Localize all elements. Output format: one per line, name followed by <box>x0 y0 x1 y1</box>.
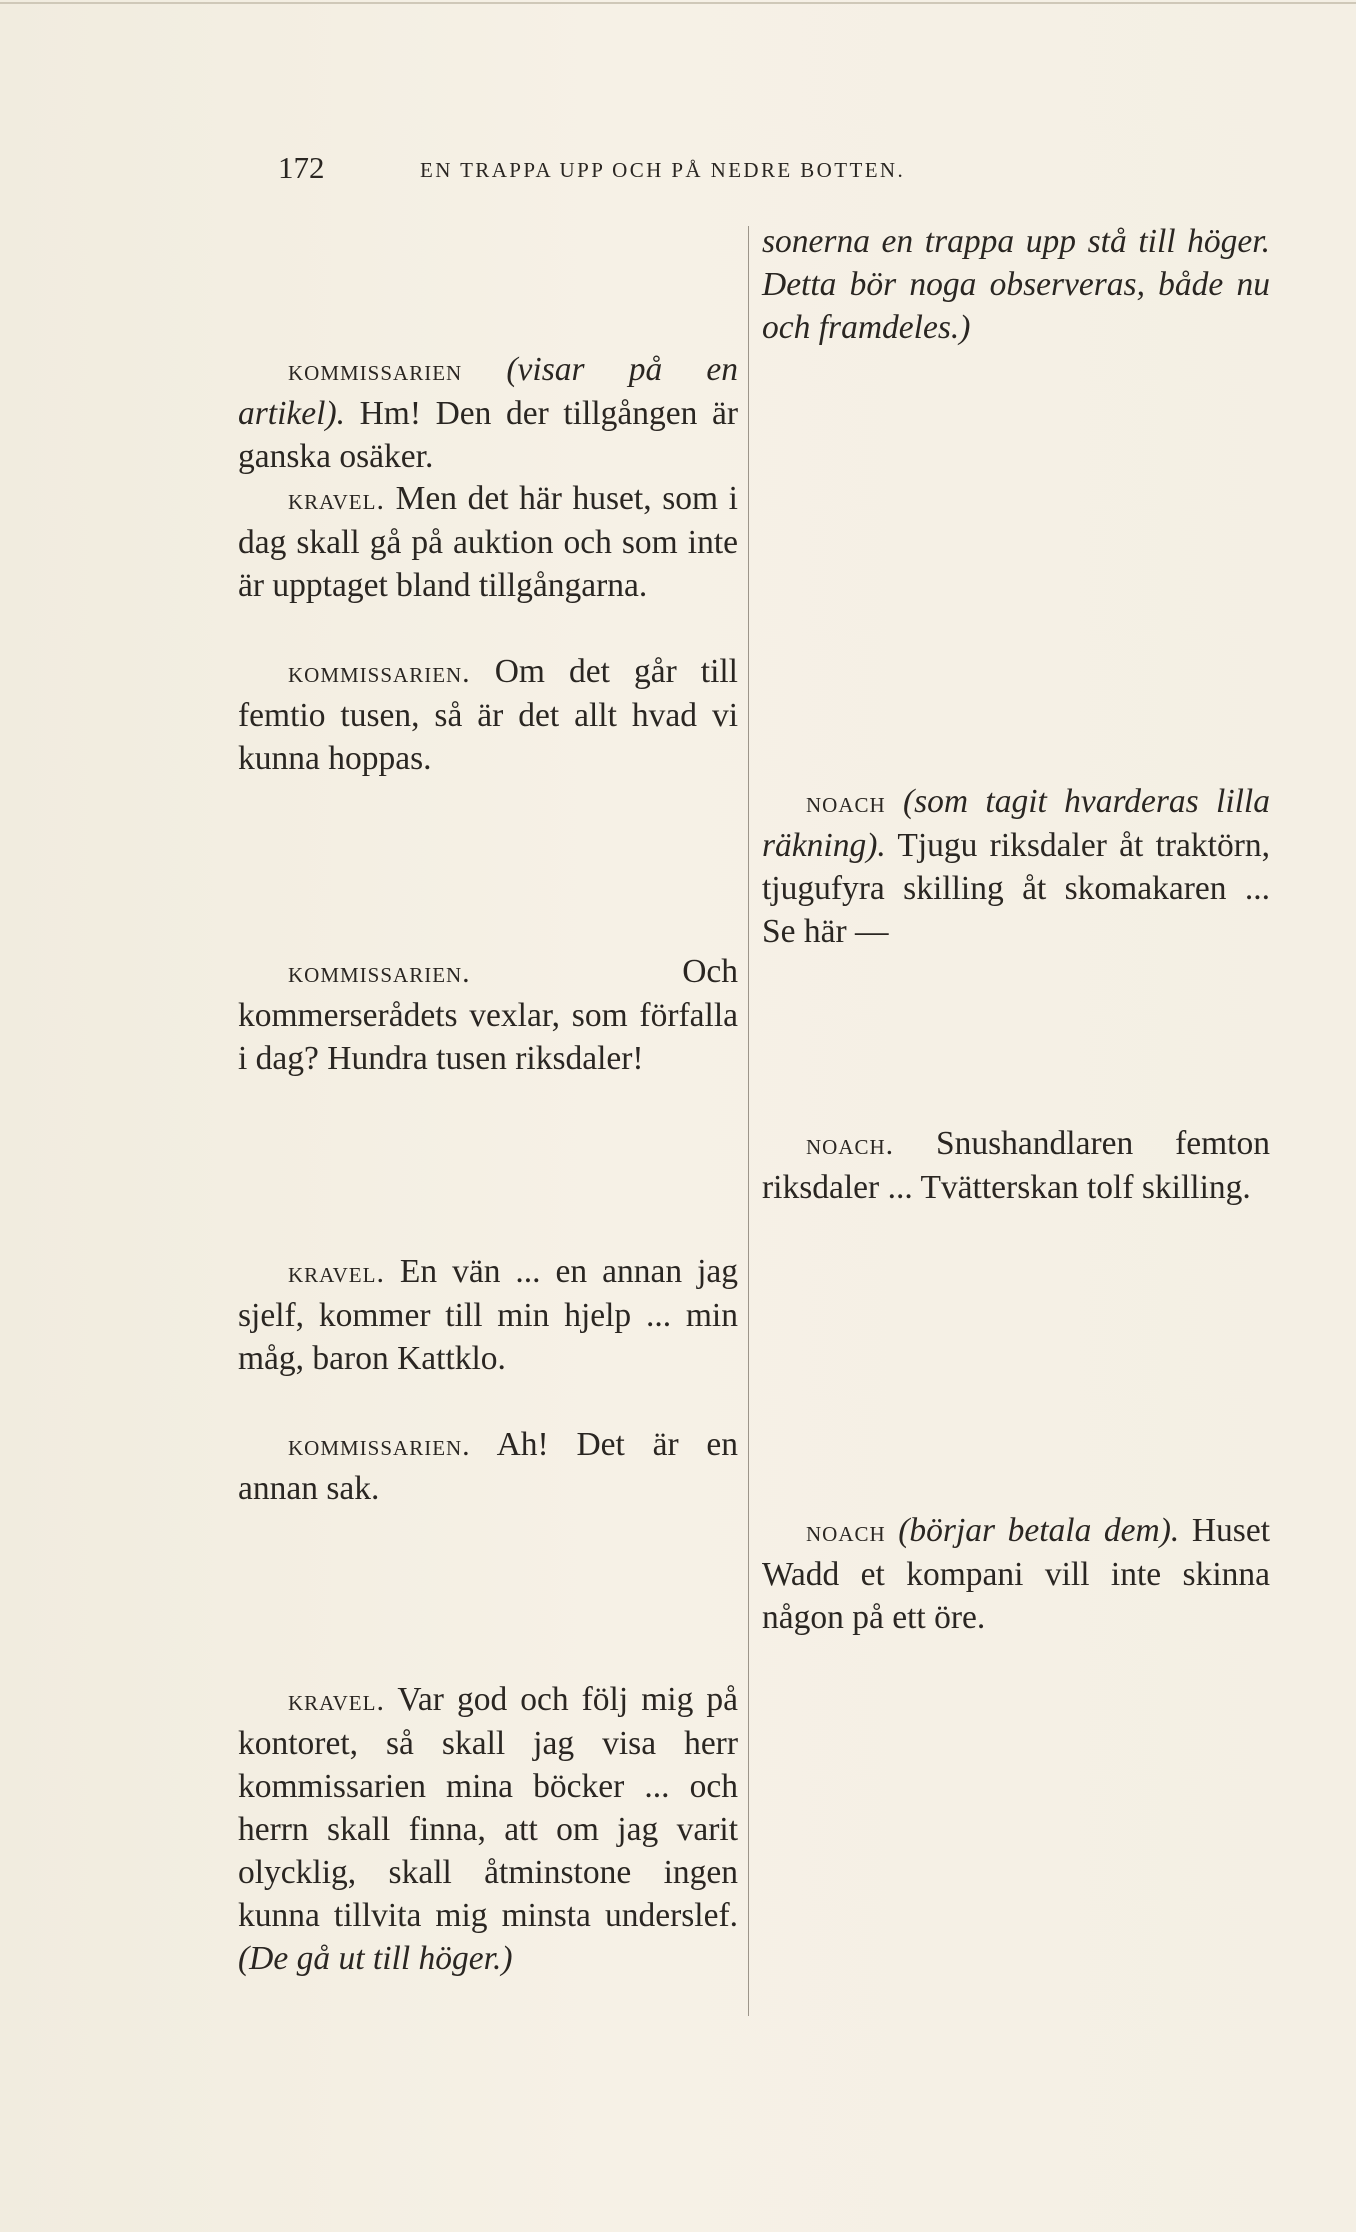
speaker-name: noach <box>806 786 886 819</box>
stage-direction: (börjar betala dem). <box>898 1512 1180 1549</box>
running-title: EN TRAPPA UPP OCH PÅ NEDRE BOTTEN. <box>420 158 906 182</box>
speech-kravel-1 <box>238 477 738 607</box>
speech-text: Snushandlaren femton riksdaler ... Tvätterskan tolf skilling. <box>762 1125 1270 1206</box>
speaker-name: kravel. <box>288 1256 385 1289</box>
page-header <box>278 150 1098 190</box>
speech-kommissarien-4 <box>238 1423 738 1510</box>
speaker-name: kravel. <box>288 483 385 516</box>
speech-kommissarien-1 <box>238 348 738 478</box>
speech-text: Huset Wadd et kompani vill inte skinna någon på ett öre. <box>762 1512 1270 1636</box>
speaker-name: kommissarien <box>288 354 463 387</box>
speaker-name: kommissarien. <box>288 956 471 989</box>
speech-noach-2 <box>762 1122 1270 1209</box>
speech-text: Om det går till femtio tusen, så är det allt hvad vi kunna hoppas. <box>238 653 738 777</box>
column-divider <box>748 226 749 2016</box>
stage-direction: (De gå ut till höger.) <box>238 1940 513 1977</box>
stage-direction: (visar på en artikel). <box>238 351 739 432</box>
speech-text: Och kommerserådets vexlar, som förfalla i dag? Hundra tusen riksdaler! <box>238 953 738 1077</box>
speech-noach-3 <box>762 1509 1270 1639</box>
speaker-name: kravel. <box>288 1684 385 1717</box>
speaker-name: kommissarien. <box>288 1429 471 1462</box>
speech-kravel-2 <box>238 1250 738 1380</box>
speech-text: Ah! Det är en annan sak. <box>238 1426 738 1507</box>
page-number: 172 <box>278 150 325 185</box>
speech-text: Hm! Den der tillgången är ganska osäker. <box>238 395 738 475</box>
speech-text: Men det här huset, som i dag skall gå på auktion och som inte är upptaget bland tillgångarna. <box>238 480 738 604</box>
speaker-name: noach <box>806 1515 886 1548</box>
stage-direction: (som tagit hvarderas lilla räkning). <box>762 783 1270 864</box>
speech-kommissarien-2 <box>238 650 738 780</box>
speech-kommissarien-3 <box>238 950 738 1080</box>
speech-noach-1 <box>762 780 1270 953</box>
speaker-name: kommissarien. <box>288 656 471 689</box>
speech-text: En vän ... en annan jag sjelf, kommer till min hjelp ... min måg, baron Kattklo. <box>238 1253 738 1377</box>
stage-direction-continued: sonerna en trappa upp stå till höger. Detta bör noga observeras, både nu och framdeles.) <box>762 223 1270 346</box>
speech-text: Var god och följ mig på kontoret, så skall jag visa herr kommissarien mina böcker ... och herrn skall finna, att om jag varit olycklig, skall åtminstone ingen kunna tillvita mig minsta underslef. <box>238 1681 738 1934</box>
speaker-name: noach. <box>806 1128 895 1161</box>
speech-kravel-3 <box>238 1678 738 1980</box>
speech-text: Tjugu riksdaler åt traktörn, tjugufyra skilling åt skomakaren ... Se här — <box>762 827 1270 950</box>
top-edge-line <box>0 2 1356 4</box>
